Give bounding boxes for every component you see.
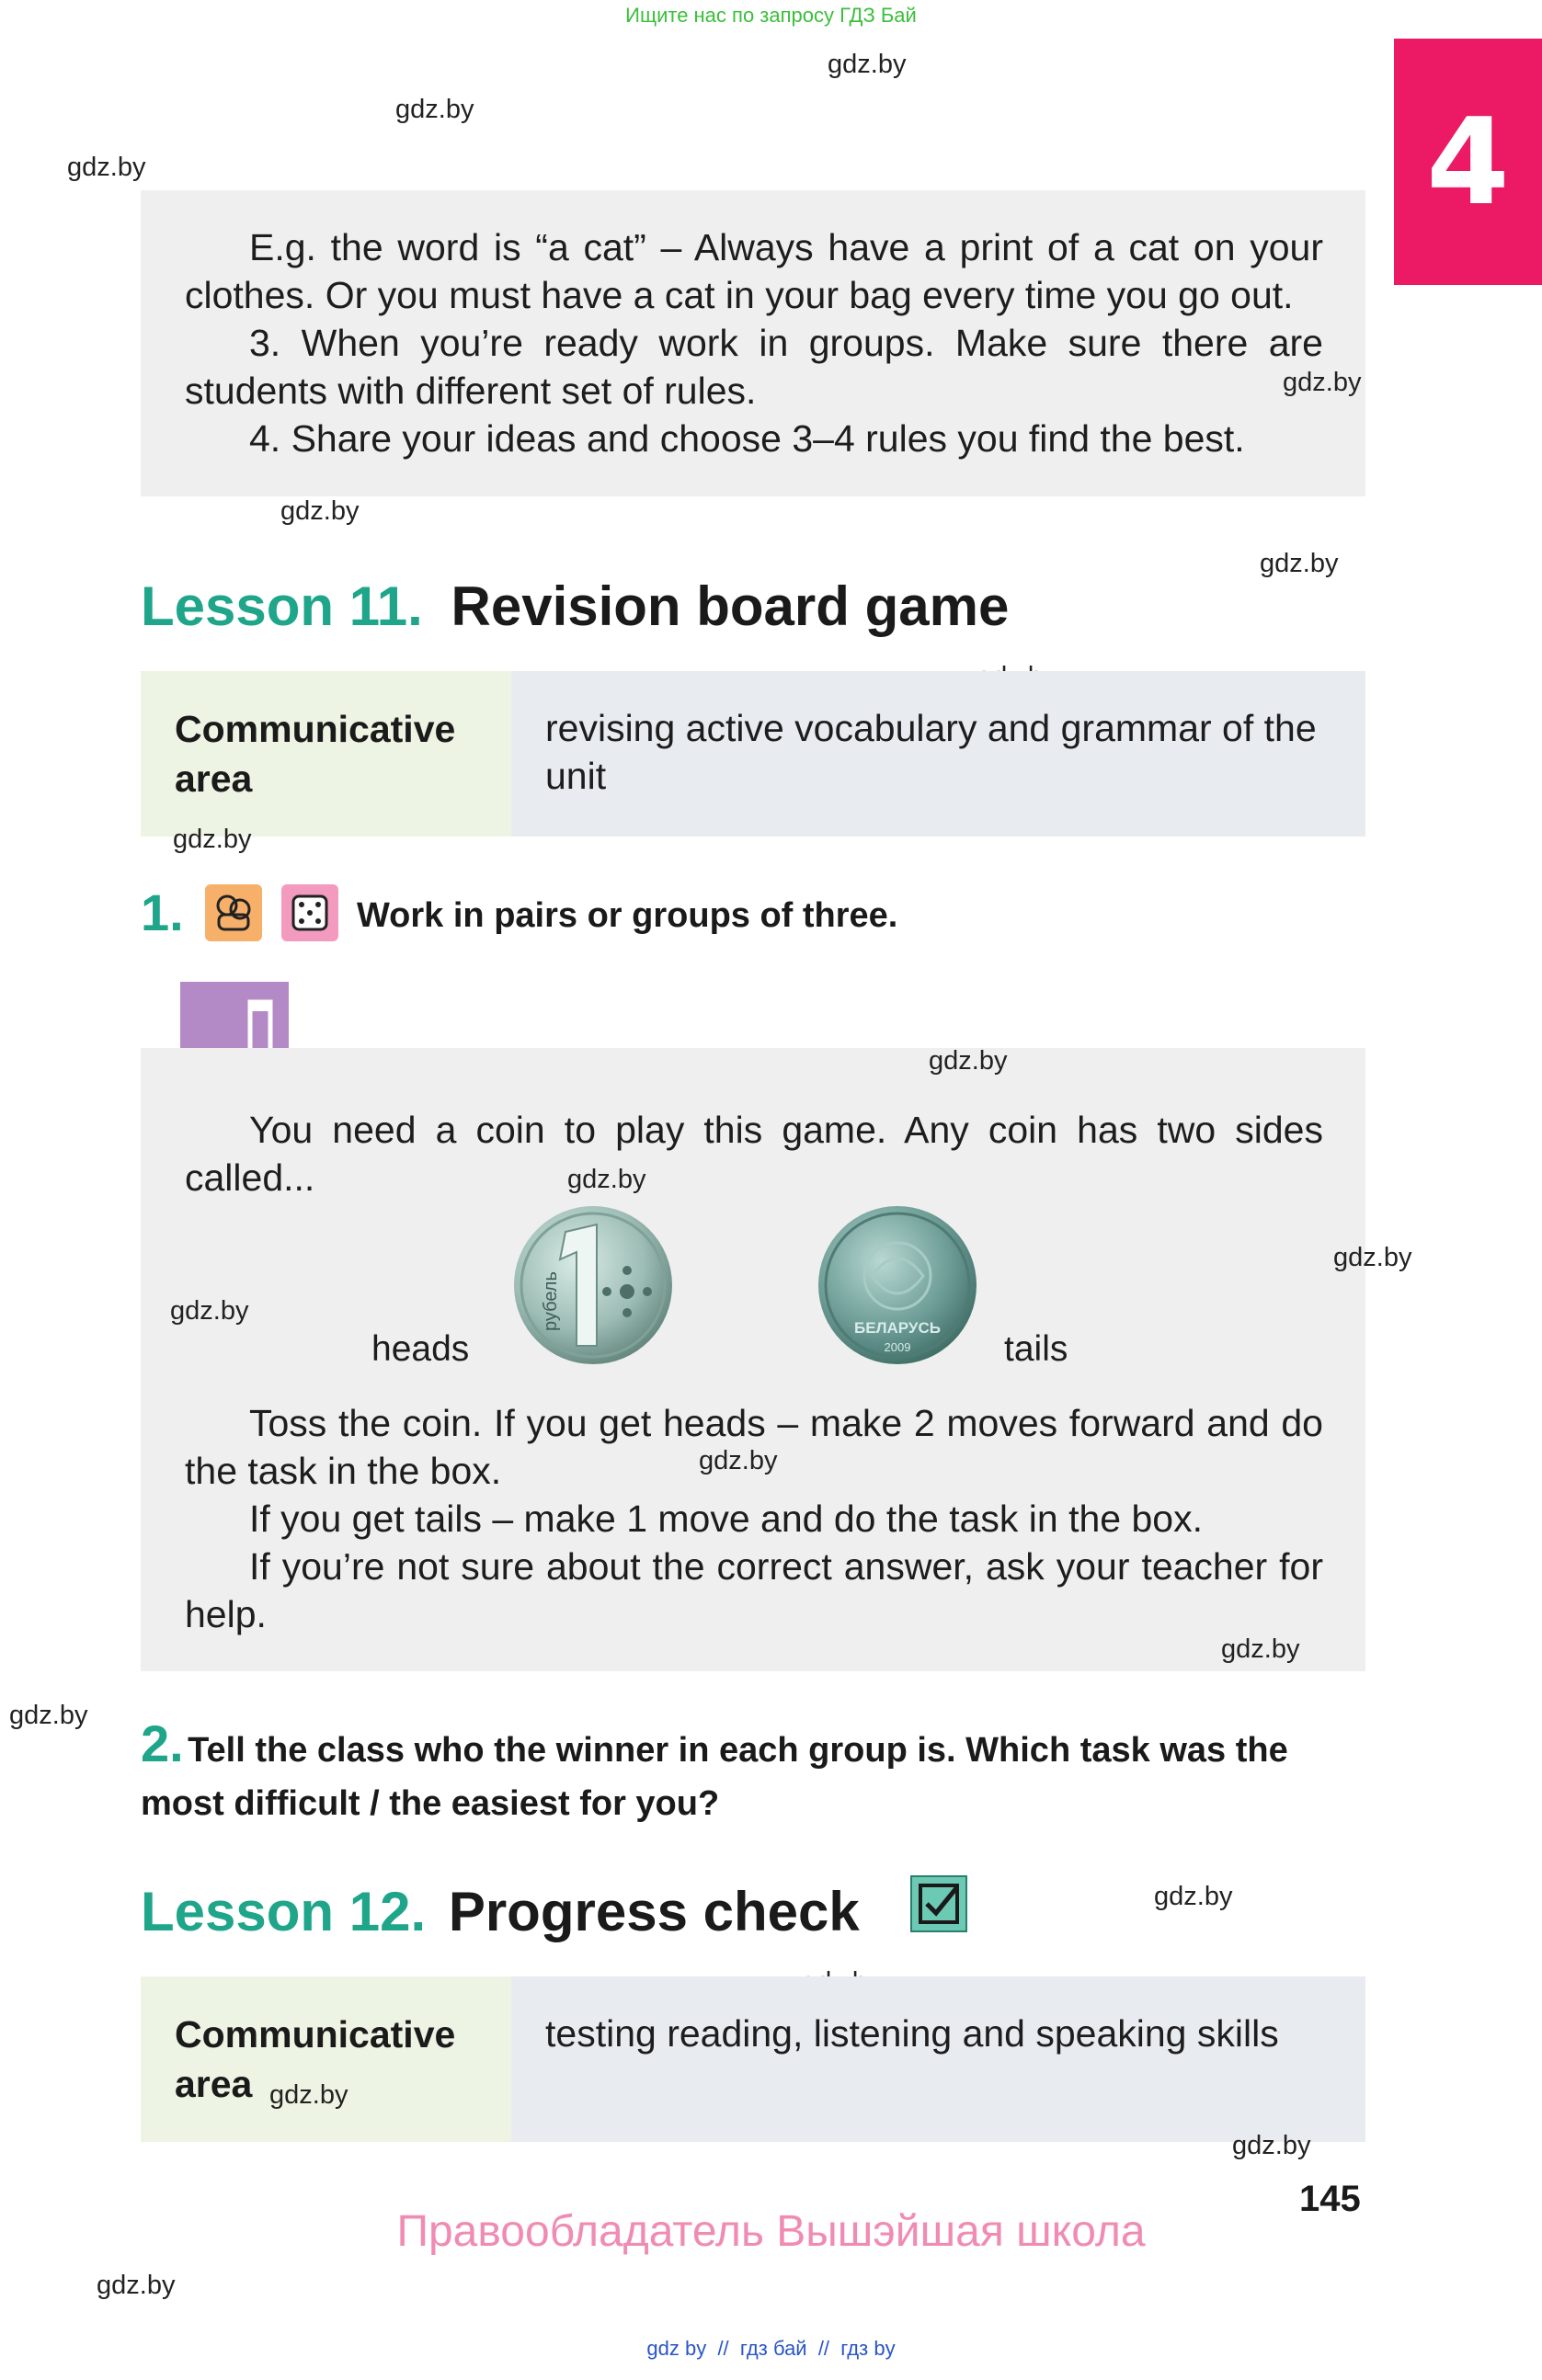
top-banner: Ищите нас по запросу ГДЗ Бай (625, 4, 917, 27)
watermark: gdz.by (1260, 549, 1339, 578)
lesson-12-communicative-area (141, 1976, 1365, 2142)
task-number: 1. (141, 883, 184, 941)
lesson-number: Lesson 11. (141, 575, 423, 637)
watermark: gdz.by (828, 50, 907, 79)
coin-heads-text: рубель (541, 1271, 561, 1331)
intro-paragraph: 3. When you’re ready work in groups. Make sure there are students with different set of rules. (185, 322, 1323, 412)
watermark: gdz.by (280, 496, 360, 526)
lesson-title: Progress check (448, 1881, 860, 1942)
coin-tails-image (817, 1204, 978, 1366)
copyright-note: Правообладатель Вышэйшая школа (396, 2207, 1146, 2256)
task-1-heading (141, 883, 1365, 947)
heads-label: heads (371, 1329, 470, 1369)
watermark: gdz.by (173, 825, 252, 854)
watermark: gdz.by (1154, 1882, 1233, 1911)
watermark: gdz.by (1283, 368, 1362, 397)
communicative-area-label: Communicative area (141, 671, 511, 837)
task-1-text: If you’re not sure about the correct answer, ask your teacher for help. (185, 1545, 1323, 1635)
bottom-banner: gdz by // гдз бай // гдз by (646, 2337, 896, 2360)
lesson-11-heading (141, 575, 1009, 638)
coin-heads-image (512, 1204, 674, 1366)
chapter-tab: 4 (1394, 39, 1542, 285)
tails-label: tails (1004, 1329, 1068, 1369)
task-number: 2. (141, 1714, 184, 1772)
coin-tails-text: БЕЛАРУСЬ (854, 1319, 941, 1337)
task-1-text: You need a coin to play this game. Any coin has two sides called... (185, 1109, 1323, 1199)
watermark: gdz.by (1333, 1243, 1412, 1272)
pair-work-icon (205, 884, 262, 941)
watermark: gdz.by (9, 1701, 88, 1730)
task-instruction: Work in pairs or groups of three. (357, 896, 898, 935)
communicative-area-text: revising active vocabulary and grammar of the unit (511, 671, 1365, 837)
intro-box (141, 190, 1365, 496)
task-2-heading (141, 1714, 1365, 1834)
task-1-text: If you get tails – make 1 move and do the task in the box. (249, 1497, 1203, 1540)
watermark: gdz.by (67, 153, 146, 182)
watermark: gdz.by (395, 95, 474, 124)
intro-paragraph: 4. Share your ideas and choose 3–4 rules you find the best. (249, 417, 1245, 460)
lesson-12-heading (141, 1880, 860, 1943)
watermark: gdz.by (170, 1296, 249, 1326)
intro-paragraph: E.g. the word is “a cat” – Always have a print of a cat on your clothes. Or you must have a cat in your bag every time you go out. (185, 226, 1323, 316)
watermark: gdz.by (929, 1046, 1008, 1076)
watermark: gdz.by (97, 2271, 176, 2300)
watermark: gdz.by (1232, 2131, 1311, 2160)
page-number: 145 (1299, 2179, 1361, 2219)
coin-year: 2009 (884, 1340, 911, 1354)
watermark: gdz.by (567, 1165, 646, 1194)
lesson-title: Revision board game (451, 575, 1010, 637)
communicative-area-label: Communicative area (141, 1976, 511, 2142)
task-instruction: Tell the class who the winner in each group is. Which task was the most difficult / the easiest for you? (141, 1731, 1288, 1823)
lesson-11-communicative-area (141, 671, 1365, 837)
lesson-number: Lesson 12. (141, 1881, 427, 1942)
watermark: gdz.by (699, 1446, 778, 1475)
watermark: gdz.by (269, 2080, 348, 2110)
checkbox-icon (910, 1875, 967, 1932)
watermark: gdz.by (1221, 1634, 1300, 1664)
dice-icon (281, 884, 338, 941)
task-1-text: Toss the coin. If you get heads – make 2 moves forward and do the task in the box. (185, 1402, 1323, 1492)
communicative-area-text: testing reading, listening and speaking skills (511, 1976, 1365, 2142)
